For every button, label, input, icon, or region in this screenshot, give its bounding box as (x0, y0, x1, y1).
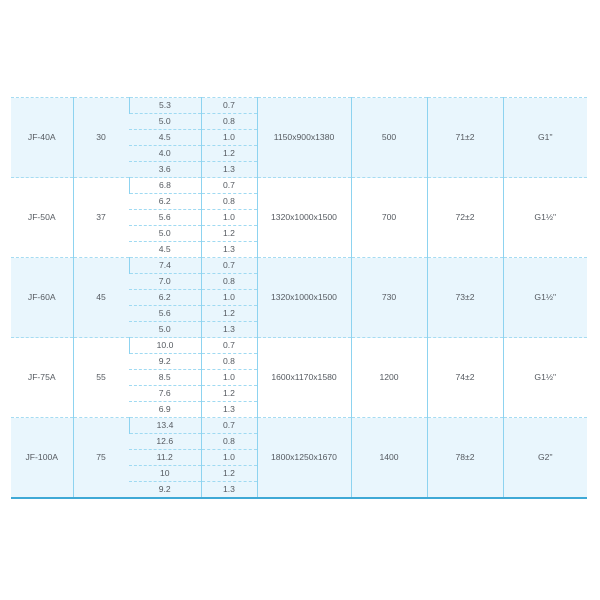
flow-cell: 12.6 (129, 434, 201, 450)
dimensions-cell: 1600x1170x1580 (257, 338, 351, 418)
noise-cell: 73±2 (427, 258, 503, 338)
power-cell: 75 (73, 418, 129, 499)
flow-cell: 8.5 (129, 370, 201, 386)
flow-cell: 10 (129, 466, 201, 482)
noise-cell: 78±2 (427, 418, 503, 499)
table-group-jf-40a (11, 98, 587, 178)
noise-cell: 74±2 (427, 338, 503, 418)
flow-cell: 13.4 (129, 418, 201, 434)
flow-cell: 9.2 (129, 354, 201, 370)
weight-cell: 1200 (351, 338, 427, 418)
pressure-cell: 1.3 (201, 402, 257, 418)
pressure-cell: 0.7 (201, 338, 257, 354)
pressure-cell: 0.8 (201, 354, 257, 370)
flow-cell: 5.0 (129, 322, 201, 338)
flow-cell: 5.0 (129, 114, 201, 130)
spec-table (11, 97, 587, 499)
flow-cell: 7.0 (129, 274, 201, 290)
pressure-cell: 1.2 (201, 306, 257, 322)
flow-cell: 10.0 (129, 338, 201, 354)
pressure-cell: 1.2 (201, 386, 257, 402)
model-cell: JF-100A (11, 418, 73, 499)
pressure-cell: 1.0 (201, 450, 257, 466)
flow-cell: 6.9 (129, 402, 201, 418)
flow-cell: 9.2 (129, 482, 201, 499)
flow-cell: 3.6 (129, 162, 201, 178)
weight-cell: 730 (351, 258, 427, 338)
dimensions-cell: 1150x900x1380 (257, 98, 351, 178)
power-cell: 55 (73, 338, 129, 418)
pressure-cell: 1.3 (201, 162, 257, 178)
model-cell: JF-60A (11, 258, 73, 338)
pressure-cell: 1.0 (201, 290, 257, 306)
weight-cell: 700 (351, 178, 427, 258)
pressure-cell: 0.7 (201, 258, 257, 274)
noise-cell: 72±2 (427, 178, 503, 258)
pressure-cell: 0.8 (201, 114, 257, 130)
noise-cell: 71±2 (427, 98, 503, 178)
table-row (11, 178, 587, 194)
power-cell: 45 (73, 258, 129, 338)
flow-cell: 6.2 (129, 194, 201, 210)
weight-cell: 500 (351, 98, 427, 178)
dimensions-cell: 1320x1000x1500 (257, 258, 351, 338)
pressure-cell: 0.8 (201, 274, 257, 290)
connection-cell: G1½" (503, 178, 587, 258)
pressure-cell: 1.3 (201, 482, 257, 499)
connection-cell: G1" (503, 98, 587, 178)
dimensions-cell: 1800x1250x1670 (257, 418, 351, 499)
power-cell: 30 (73, 98, 129, 178)
flow-cell: 6.8 (129, 178, 201, 194)
connection-cell: G2" (503, 418, 587, 499)
table-row (11, 338, 587, 354)
pressure-cell: 1.0 (201, 210, 257, 226)
pressure-cell: 1.3 (201, 242, 257, 258)
pressure-cell: 1.2 (201, 226, 257, 242)
table-group-jf-50a (11, 178, 587, 258)
flow-cell: 4.5 (129, 242, 201, 258)
table-row (11, 98, 587, 114)
flow-cell: 7.4 (129, 258, 201, 274)
flow-cell: 4.5 (129, 130, 201, 146)
pressure-cell: 1.3 (201, 322, 257, 338)
pressure-cell: 1.2 (201, 466, 257, 482)
pressure-cell: 0.8 (201, 434, 257, 450)
flow-cell: 5.6 (129, 306, 201, 322)
pressure-cell: 1.0 (201, 370, 257, 386)
flow-cell: 6.2 (129, 290, 201, 306)
pressure-cell: 0.7 (201, 98, 257, 114)
pressure-cell: 1.0 (201, 130, 257, 146)
flow-cell: 7.6 (129, 386, 201, 402)
flow-cell: 11.2 (129, 450, 201, 466)
model-cell: JF-75A (11, 338, 73, 418)
connection-cell: G1½" (503, 338, 587, 418)
table-group-jf-100a (11, 418, 587, 499)
table-group-jf-60a (11, 258, 587, 338)
dimensions-cell: 1320x1000x1500 (257, 178, 351, 258)
flow-cell: 5.0 (129, 226, 201, 242)
connection-cell: G1½" (503, 258, 587, 338)
table-group-jf-75a (11, 338, 587, 418)
pressure-cell: 0.7 (201, 418, 257, 434)
pressure-cell: 0.7 (201, 178, 257, 194)
pressure-cell: 1.2 (201, 146, 257, 162)
weight-cell: 1400 (351, 418, 427, 499)
flow-cell: 4.0 (129, 146, 201, 162)
model-cell: JF-40A (11, 98, 73, 178)
pressure-cell: 0.8 (201, 194, 257, 210)
flow-cell: 5.6 (129, 210, 201, 226)
model-cell: JF-50A (11, 178, 73, 258)
power-cell: 37 (73, 178, 129, 258)
flow-cell: 5.3 (129, 98, 201, 114)
table-row (11, 418, 587, 434)
table-row (11, 258, 587, 274)
